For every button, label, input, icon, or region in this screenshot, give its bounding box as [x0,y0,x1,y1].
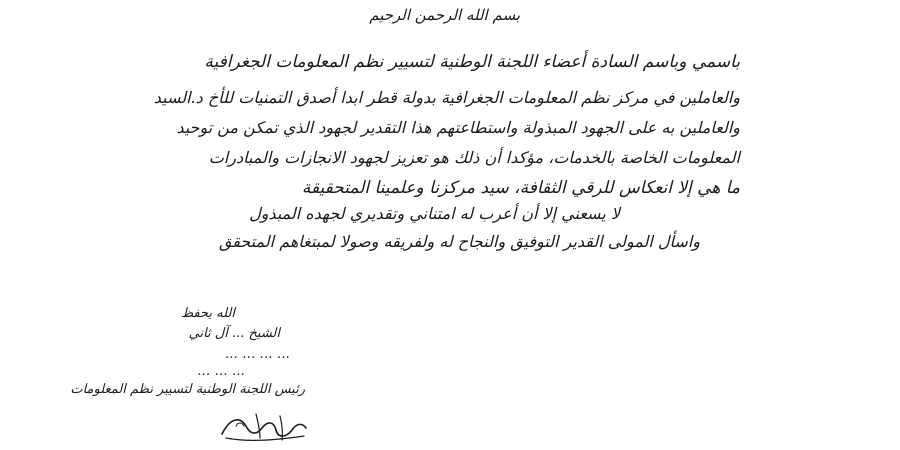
letter-line-5: ما هي إلا انعكاس للرقي الثقافة، سيد مركزنا وعلمينا المتحقيقة [301,178,740,198]
signatory-line-2: الشيخ ... آل ثاني [188,326,280,341]
letter-line-6: لا يسعني إلا أن أعرب له امتناني وتقديري لجهده المبذول [249,204,620,223]
basmala-heading: بسم الله الرحمن الرحيم [369,6,520,24]
letter-line-3: والعاملين به على الجهود المبذولة واستطاعتهم هذا التقدير لجهود الذي تمكن من توحيد [176,118,740,137]
letter-line-2: والعاملين في مركز نظم المعلومات الجغرافية بدولة قطر ابدا أصدق التمنيات للأخ د.السيد [153,88,740,107]
signatory-line-1: الله يحفظ [181,306,235,321]
letter-line-1: باسمي وباسم السادة أعضاء اللجنة الوطنية لتسيير نظم المعلومات الجغرافية [204,52,740,72]
letter-line-7: واسأل المولى القدير التوفيق والنجاح له ولفريقه وصولا لمبتغاهم المتحقق [218,232,700,251]
signatory-line-4: ... ... ... [197,364,245,379]
signatory-line-3: ... ... ... ... [225,347,290,362]
letter-line-4: المعلومات الخاصة بالخدمات، مؤكدا أن ذلك هو تعزيز لجهود الانجازات والمبادرات [208,148,740,167]
handwritten-signature [216,408,312,446]
signatory-line-5: رئيس اللجنة الوطنية لتسيير نظم المعلومات [70,382,305,397]
